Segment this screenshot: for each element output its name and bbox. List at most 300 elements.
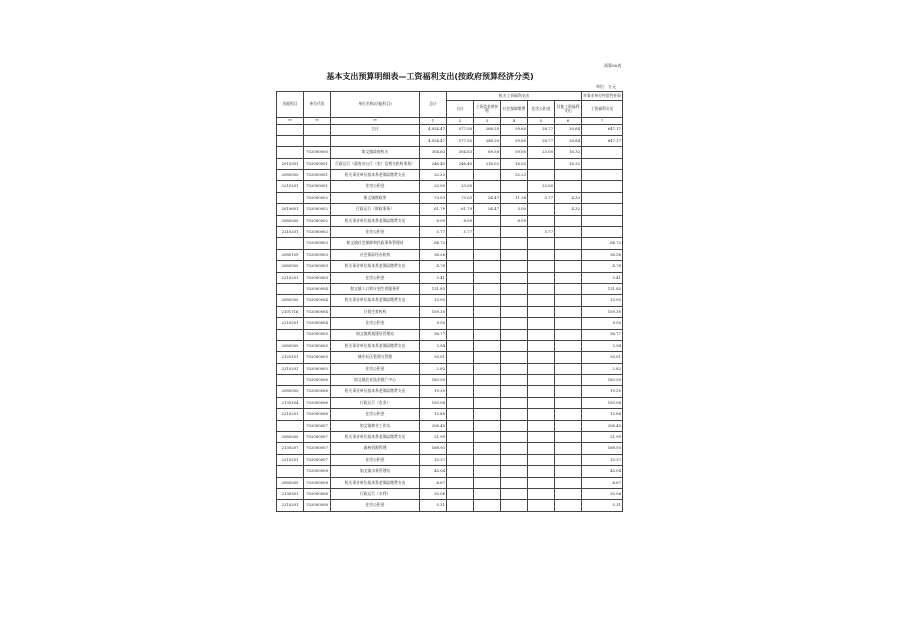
func-code-cell (277, 238, 304, 249)
public-wage-cell: 4.67 (582, 477, 623, 488)
fund-cell (528, 283, 555, 294)
func-code-cell: 2210201 (277, 500, 304, 511)
public-wage-cell (582, 158, 623, 169)
social-cell (501, 181, 528, 192)
other-cell (555, 432, 582, 443)
other-cell (555, 238, 582, 249)
fund-cell (528, 500, 555, 511)
fund-cell (528, 420, 555, 431)
table-row (277, 397, 623, 408)
other-cell (555, 295, 582, 306)
total-cell: 150.08 (420, 397, 447, 408)
unit-code-cell: 702000005 (304, 352, 331, 363)
total-cell: 13.05 (420, 295, 447, 306)
other-cell (555, 215, 582, 226)
fund-cell: 23.00 (528, 147, 555, 158)
fund-cell (528, 409, 555, 420)
subtotal-cell: 73.03 (447, 192, 474, 203)
other-cell: 4.32 (555, 204, 582, 215)
unit-name-cell: 机关事业单位基本养老保险缴费支出 (331, 295, 420, 306)
social-cell: 59.60 (501, 124, 528, 135)
social-cell (501, 466, 528, 477)
header-fund: 住房公积金 (528, 101, 555, 118)
public-wage-cell: 5.31 (582, 500, 623, 511)
func-code-cell (277, 135, 304, 146)
fund-cell: 5.77 (528, 227, 555, 238)
other-cell (555, 318, 582, 329)
unit-name-cell: 如文镇水务管理站 (331, 466, 420, 477)
other-cell (555, 170, 582, 181)
table-row (277, 432, 623, 443)
public-wage-cell: 131.85 (582, 283, 623, 294)
wage-cell (474, 420, 501, 431)
unit-name-cell: 合计 (331, 124, 420, 135)
fund-cell (528, 306, 555, 317)
table-row (277, 329, 623, 340)
table-row (277, 318, 623, 329)
social-cell (501, 386, 528, 397)
social-cell (501, 363, 528, 374)
total-cell: 168.93 (420, 443, 447, 454)
unit-name-cell: 住房公积金 (331, 181, 420, 192)
wage-cell (474, 466, 501, 477)
public-wage-cell: 3.41 (582, 272, 623, 283)
other-cell: 16.32 (555, 158, 582, 169)
func-code-cell: 2080505 (277, 432, 304, 443)
table-row (277, 306, 623, 317)
social-cell (501, 500, 528, 511)
unit-name-cell: 如文镇农业技术推广中心 (331, 375, 420, 386)
table-row (277, 295, 623, 306)
social-cell: 16.05 (501, 158, 528, 169)
public-wage-cell: 647.17 (582, 135, 623, 146)
total-cell: 4.78 (420, 261, 447, 272)
func-code-cell: 2210201 (277, 181, 304, 192)
unit-name-cell: 住房公积金 (331, 318, 420, 329)
column-number: 1 (420, 118, 447, 125)
column-number: ** (331, 118, 420, 125)
wage-cell (474, 432, 501, 443)
other-cell: 20.64 (555, 135, 582, 146)
other-cell (555, 249, 582, 260)
public-wage-cell: 56.77 (582, 329, 623, 340)
total-cell: 4,924.47 (420, 124, 447, 135)
wage-cell (474, 363, 501, 374)
func-code-cell: 2080505 (277, 295, 304, 306)
unit-code-cell: 702000002 (304, 204, 331, 215)
social-cell (501, 249, 528, 260)
subtotal-cell (447, 238, 474, 249)
social-cell (501, 238, 528, 249)
total-cell: 109.30 (420, 306, 447, 317)
wage-cell (474, 329, 501, 340)
wage-cell: 288.20 (474, 124, 501, 135)
unit-name-cell: 如文镇人口和计划生育服务所 (331, 283, 420, 294)
other-cell: 16.32 (555, 147, 582, 158)
fund-cell (528, 454, 555, 465)
unit-code-cell (304, 124, 331, 135)
public-wage-cell: 19.55 (582, 386, 623, 397)
unit-code-cell: 702000006 (304, 375, 331, 386)
fund-cell (528, 397, 555, 408)
public-wage-cell (582, 192, 623, 203)
public-wage-cell: 206.40 (582, 420, 623, 431)
social-cell (501, 227, 528, 238)
social-cell (501, 397, 528, 408)
total-cell: 50.01 (420, 352, 447, 363)
func-code-cell (277, 124, 304, 135)
other-cell: 4.32 (555, 192, 582, 203)
func-code-cell: 2210201 (277, 454, 304, 465)
subtotal-cell (447, 283, 474, 294)
fund-cell (528, 352, 555, 363)
column-number: 4 (501, 118, 528, 125)
total-cell: 19.55 (420, 386, 447, 397)
unit-code-cell: 702000008 (304, 466, 331, 477)
unit-code-cell: 702000007 (304, 454, 331, 465)
public-wage-cell: 35.06 (582, 489, 623, 500)
fund-cell (528, 215, 555, 226)
unit-name-cell: 行政运行（财政事务） (331, 204, 420, 215)
total-cell: 45.04 (420, 466, 447, 477)
unit-name-cell: 机关事业单位基本养老保险缴费支出 (331, 261, 420, 272)
unit-name-cell: 森林资源管理 (331, 443, 420, 454)
total-cell: 73.03 (420, 192, 447, 203)
column-number: 6 (555, 118, 582, 125)
fund-cell (528, 204, 555, 215)
subtotal-cell (447, 489, 474, 500)
func-code-cell: 2010301 (277, 158, 304, 169)
public-wage-cell: 13.05 (582, 295, 623, 306)
total-cell: 21.99 (420, 432, 447, 443)
social-cell (501, 306, 528, 317)
subtotal-cell: 23.00 (447, 181, 474, 192)
subtotal-cell (447, 466, 474, 477)
func-code-cell (277, 329, 304, 340)
unit-code-cell: 702000007 (304, 420, 331, 431)
unit-name-cell (331, 135, 420, 146)
table-row (277, 352, 623, 363)
wage-cell (474, 443, 501, 454)
other-cell (555, 397, 582, 408)
header-public-wage: 工资福利支出 (582, 101, 623, 118)
table-row (277, 158, 623, 169)
unit-code-cell: 702000008 (304, 477, 331, 488)
public-wage-cell: 15.37 (582, 454, 623, 465)
public-wage-cell: 109.30 (582, 306, 623, 317)
social-cell (501, 295, 528, 306)
unit-name-cell: 机关事业单位基本养老保险缴费支出 (331, 170, 420, 181)
other-cell (555, 443, 582, 454)
header-other: 其他工资福利支出 (555, 101, 582, 118)
other-cell (555, 363, 582, 374)
total-cell: 61.79 (420, 204, 447, 215)
total-cell: 56.77 (420, 329, 447, 340)
other-cell (555, 272, 582, 283)
wage-cell (474, 170, 501, 181)
subtotal-cell (447, 363, 474, 374)
wage-cell (474, 249, 501, 260)
public-wage-cell (582, 147, 623, 158)
other-cell (555, 352, 582, 363)
wage-cell (474, 489, 501, 500)
subtotal-cell (447, 329, 474, 340)
unit-code-cell: 702000008 (304, 500, 331, 511)
column-number: 7 (582, 118, 623, 125)
fund-cell (528, 272, 555, 283)
header-social: 社会保障缴费 (501, 101, 528, 118)
column-number: ** (277, 118, 304, 125)
table-row (277, 170, 623, 181)
other-cell (555, 306, 582, 317)
total-cell: 5.31 (420, 500, 447, 511)
total-cell: 183.50 (420, 375, 447, 386)
fund-cell (528, 295, 555, 306)
unit-code-cell (304, 135, 331, 146)
fund-cell (528, 170, 555, 181)
unit-code-cell: 702000003 (304, 238, 331, 249)
unit-code-cell: 702000006 (304, 397, 331, 408)
func-code-cell: 2080505 (277, 386, 304, 397)
func-code-cell (277, 375, 304, 386)
func-code-cell: 2210201 (277, 363, 304, 374)
social-cell: 59.60 (501, 135, 528, 146)
public-wage-cell: 50.01 (582, 352, 623, 363)
func-code-cell: 2210201 (277, 227, 304, 238)
other-cell: 20.64 (555, 124, 582, 135)
total-cell: 2.82 (420, 363, 447, 374)
social-cell (501, 375, 528, 386)
wage-cell (474, 352, 501, 363)
subtotal-cell (447, 340, 474, 351)
wage-cell: 54.47 (474, 204, 501, 215)
wage-cell: 69.50 (474, 147, 501, 158)
unit-code-cell: 702000005 (304, 340, 331, 351)
func-code-cell: 2210201 (277, 272, 304, 283)
table-row (277, 147, 623, 158)
unit-name-cell: 如文镇财政所 (331, 192, 420, 203)
header-unit-code: 单位代码 (304, 92, 331, 118)
total-cell: 15.37 (420, 454, 447, 465)
table-row (277, 124, 623, 135)
wage-cell (474, 375, 501, 386)
public-wage-cell: 3.94 (582, 340, 623, 351)
wage-cell (474, 181, 501, 192)
func-code-cell: 2130207 (277, 443, 304, 454)
subtotal-cell (447, 443, 474, 454)
table-row (277, 261, 623, 272)
func-code-cell: 2101716 (277, 306, 304, 317)
wage-cell: 288.20 (474, 135, 501, 146)
subtotal-cell (447, 477, 474, 488)
func-code-cell: 2130301 (277, 489, 304, 500)
wage-cell: 54.47 (474, 192, 501, 203)
func-code-cell: 2010601 (277, 204, 304, 215)
social-cell (501, 443, 528, 454)
table-row (277, 249, 623, 260)
other-cell (555, 454, 582, 465)
unit-name-cell: 行政运行（农业） (331, 397, 420, 408)
social-cell (501, 420, 528, 431)
unit-name-cell: 如文镇林业工作站 (331, 420, 420, 431)
column-number: ** (304, 118, 331, 125)
table-body (277, 124, 623, 511)
social-cell (501, 432, 528, 443)
public-wage-cell (582, 181, 623, 192)
unit-code-cell: 702000006 (304, 409, 331, 420)
public-wage-cell: 13.88 (582, 409, 623, 420)
total-cell: 304.63 (420, 147, 447, 158)
table-row (277, 375, 623, 386)
unit-code-cell: 702000007 (304, 432, 331, 443)
unit-name-cell: 住房公积金 (331, 227, 420, 238)
total-cell: 35.06 (420, 489, 447, 500)
fund-cell (528, 238, 555, 249)
other-cell (555, 261, 582, 272)
fund-cell: 23.00 (528, 181, 555, 192)
total-cell: 4,924.47 (420, 135, 447, 146)
header-unit-name: 单位名称(功能科目) (331, 92, 420, 118)
table-row (277, 204, 623, 215)
unit-label: 单位：万元 (596, 84, 616, 89)
subtotal-cell: 577.50 (447, 124, 474, 135)
public-wage-cell: 183.50 (582, 375, 623, 386)
public-wage-cell: 9.50 (582, 318, 623, 329)
fund-cell (528, 432, 555, 443)
unit-code-cell: 702000002 (304, 215, 331, 226)
total-cell: 246.40 (420, 158, 447, 169)
wage-cell: 216.03 (474, 158, 501, 169)
total-cell: 23.00 (420, 181, 447, 192)
subtotal-cell (447, 432, 474, 443)
social-cell (501, 329, 528, 340)
subtotal-cell (447, 375, 474, 386)
wage-cell (474, 295, 501, 306)
public-wage-cell: 45.04 (582, 466, 623, 477)
wage-cell (474, 283, 501, 294)
fund-cell (528, 261, 555, 272)
subtotal-cell (447, 386, 474, 397)
unit-name-cell: 机关事业单位基本养老保险缴费支出 (331, 386, 420, 397)
unit-name-cell: 如文镇社会保障和民政事务管理站 (331, 238, 420, 249)
subtotal-cell (447, 500, 474, 511)
fund-cell: 5.77 (528, 192, 555, 203)
unit-name-cell: 行政运行（水利） (331, 489, 420, 500)
social-cell (501, 477, 528, 488)
subtotal-cell (447, 409, 474, 420)
wage-cell (474, 318, 501, 329)
social-cell (501, 409, 528, 420)
subtotal-cell: 8.09 (447, 215, 474, 226)
other-cell (555, 466, 582, 477)
header-org-group: 机关工资福利支出 (447, 92, 582, 101)
other-cell (555, 227, 582, 238)
fund-cell (528, 466, 555, 477)
public-wage-cell: 2.82 (582, 363, 623, 374)
wage-cell (474, 454, 501, 465)
unit-code-cell: 702000003 (304, 272, 331, 283)
func-code-cell: 2080505 (277, 477, 304, 488)
other-cell (555, 340, 582, 351)
unit-code-cell: 702000005 (304, 329, 331, 340)
budget-table (276, 91, 623, 512)
total-cell: 5.77 (420, 227, 447, 238)
func-code-cell (277, 466, 304, 477)
fund-cell (528, 158, 555, 169)
fund-cell (528, 477, 555, 488)
total-cell: 56.56 (420, 249, 447, 260)
subtotal-cell (447, 318, 474, 329)
table-row (277, 135, 623, 146)
unit-name-cell: 机关事业单位基本养老保险缴费支出 (331, 340, 420, 351)
wage-cell (474, 386, 501, 397)
public-wage-cell (582, 204, 623, 215)
table-row (277, 500, 623, 511)
subtotal-cell (447, 454, 474, 465)
table-row (277, 181, 623, 192)
subtotal-cell (447, 261, 474, 272)
func-code-cell: 2130104 (277, 397, 304, 408)
func-code-cell (277, 420, 304, 431)
unit-code-cell: 702000007 (304, 443, 331, 454)
public-wage-cell (582, 227, 623, 238)
table-row (277, 227, 623, 238)
total-cell: 206.40 (420, 420, 447, 431)
fund-cell (528, 489, 555, 500)
total-cell: 3.94 (420, 340, 447, 351)
fund-cell (528, 443, 555, 454)
table-row (277, 409, 623, 420)
fund-cell: 28.77 (528, 124, 555, 135)
subtotal-cell (447, 170, 474, 181)
unit-code-cell: 702000001 (304, 181, 331, 192)
func-code-cell (277, 283, 304, 294)
unit-code-cell: 702000004 (304, 318, 331, 329)
unit-name-cell: 机关事业单位基本养老保险缴费支出 (331, 432, 420, 443)
unit-code-cell: 702000003 (304, 261, 331, 272)
unit-name-cell: 住房公积金 (331, 272, 420, 283)
social-cell: 8.09 (501, 215, 528, 226)
total-cell: 32.23 (420, 170, 447, 181)
unit-name-cell: 住房公积金 (331, 409, 420, 420)
other-cell (555, 329, 582, 340)
unit-name-cell: 机关事业单位基本养老保险缴费支出 (331, 477, 420, 488)
unit-name-cell: 如文镇政府机关 (331, 147, 420, 158)
social-cell: 11.38 (501, 192, 528, 203)
unit-code-cell: 702000000 (304, 147, 331, 158)
subtotal-cell (447, 420, 474, 431)
public-wage-cell: 647.17 (582, 124, 623, 135)
unit-name-cell: 行政运行（政府办公厅（室）及相关机构事务） (331, 158, 420, 169)
wage-cell (474, 238, 501, 249)
func-code-cell: 2120101 (277, 352, 304, 363)
other-cell (555, 375, 582, 386)
social-cell (501, 352, 528, 363)
table-row (277, 283, 623, 294)
public-wage-cell: 56.56 (582, 249, 623, 260)
social-cell (501, 454, 528, 465)
social-cell (501, 272, 528, 283)
func-code-cell: 2210201 (277, 318, 304, 329)
table-number-label: 预算06表 (604, 63, 622, 68)
table-row (277, 454, 623, 465)
table-row (277, 363, 623, 374)
unit-code-cell: 702000001 (304, 170, 331, 181)
unit-code-cell: 702000006 (304, 386, 331, 397)
wage-cell (474, 397, 501, 408)
func-code-cell: 2080505 (277, 340, 304, 351)
func-code-cell: 2080505 (277, 215, 304, 226)
